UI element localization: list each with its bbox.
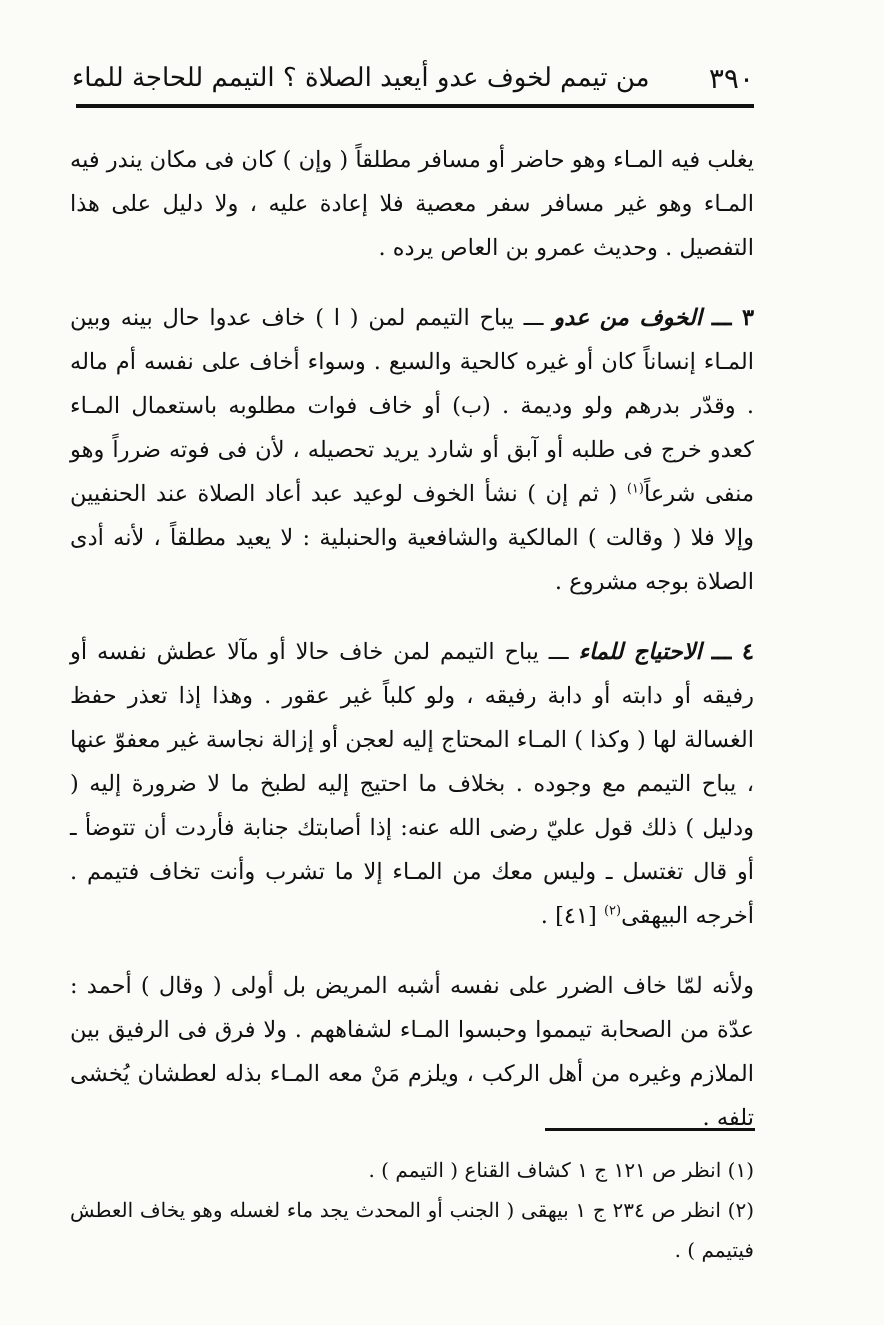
section-text: ـــ يباح التيمم لمن خاف حالا أو مآلا عطش نفسه أو رفيقه أو دابته أو دابة رفيقه ، ولو كلباً غير عقور . وهذا إذا تعذر حفظ الغسالة لها ( وكذا ) المـاء المحتاج إليه لعجن أو إزالة نجاسة غير معفوّ عنها ، يباح التيمم مع وجوده . بخلاف ما احتيج إليه لطبخ ما لا ضرورة إليه ( ودليل ) ذلك قول عليّ رضى الله عنه: إذا أصابتك جنابة فأردت أن تتوضأ ـ أو قال تغتسل ـ وليس معك من المـاء إلا ما تشرب وأنت تخاف فتيمم . أخرجه البيهقى bbox=[70, 639, 754, 929]
footnote-1: (١) انظر ص ١٢١ ج ١ كشاف القناع ( التيمم ) . bbox=[368, 1158, 754, 1182]
section-fear-of-enemy bbox=[70, 296, 754, 604]
footnote-rule bbox=[545, 1128, 755, 1131]
section-heading: الخوف من عدو bbox=[553, 305, 702, 331]
running-title: من تيمم لخوف عدو أيعيد الصلاة ؟ التيمم للحاجة للماء bbox=[72, 63, 650, 93]
section-text: ـــ يباح التيمم لمن ( ا ) خاف عدوا حال بينه وبين المـاء إنساناً كان أو غيره كالحية والسبع . وسواء أخاف على نفسه أم ماله . وقدّر بدرهم ولو وديمة . (ب) أو خاف فوات مطلوبه باستعمال المـاء كعدو خرج فى طلبه أو آبق أو شارد يريد تحصيله ، لأن فى فوته ضرراً وهو منفى شرعاً bbox=[70, 305, 754, 507]
header-rule bbox=[76, 104, 754, 108]
section-text-continued: ( ثم إن ) نشأ الخوف لوعيد عبد أعاد الصلاة عند الحنفيين وإلا فلا ( وقالت ) المالكية والشافعية والحنبلية : لا يعيد مطلقاً ، لأنه أدى الصلاة بوجه مشروع . bbox=[70, 481, 754, 595]
footnote-marker: (١) bbox=[626, 481, 644, 497]
paragraph-closing: ولأنه لمّا خاف الضرر على نفسه أشبه المريض بل أولى ( وقال ) أحمد : عدّة من الصحابة تيمموا وحبسوا المـاء لشفاههم . ولا فرق فى الرفيق بين الملازم وغيره من أهل الركب ، ويلزم مَنْ معه المـاء بذله لعطشان يُخشى تلفه . bbox=[70, 973, 754, 1131]
section-need-for-water bbox=[70, 630, 754, 938]
paragraph-continuation: يغلب فيه المـاء وهو حاضر أو مسافر مطلقاً ( وإن ) كان فى مكان يندر فيه المـاء وهو غير مسافر سفر معصية فلا إعادة عليه ، ولا دليل على هذا التفصيل . وحديث عمرو بن العاص يرده . bbox=[70, 147, 754, 261]
section-heading: الاحتياج للماء bbox=[578, 639, 702, 665]
footnote-2: (٢) انظر ص ٢٣٤ ج ١ بيهقى ( الجنب أو المحدث يجد ماء لغسله وهو يخاف العطش فيتيمم ) . bbox=[70, 1198, 755, 1262]
running-header bbox=[72, 58, 754, 98]
main-text bbox=[70, 138, 754, 1140]
page-number: ٣٩٠ bbox=[708, 61, 754, 95]
section-number: ٤ ـــ bbox=[711, 639, 754, 665]
footnotes bbox=[70, 1150, 754, 1270]
footnote-marker: (٢) bbox=[603, 903, 622, 919]
section-text-continued: [٤١] . bbox=[540, 903, 604, 929]
section-number: ٣ ـــ bbox=[711, 305, 755, 331]
